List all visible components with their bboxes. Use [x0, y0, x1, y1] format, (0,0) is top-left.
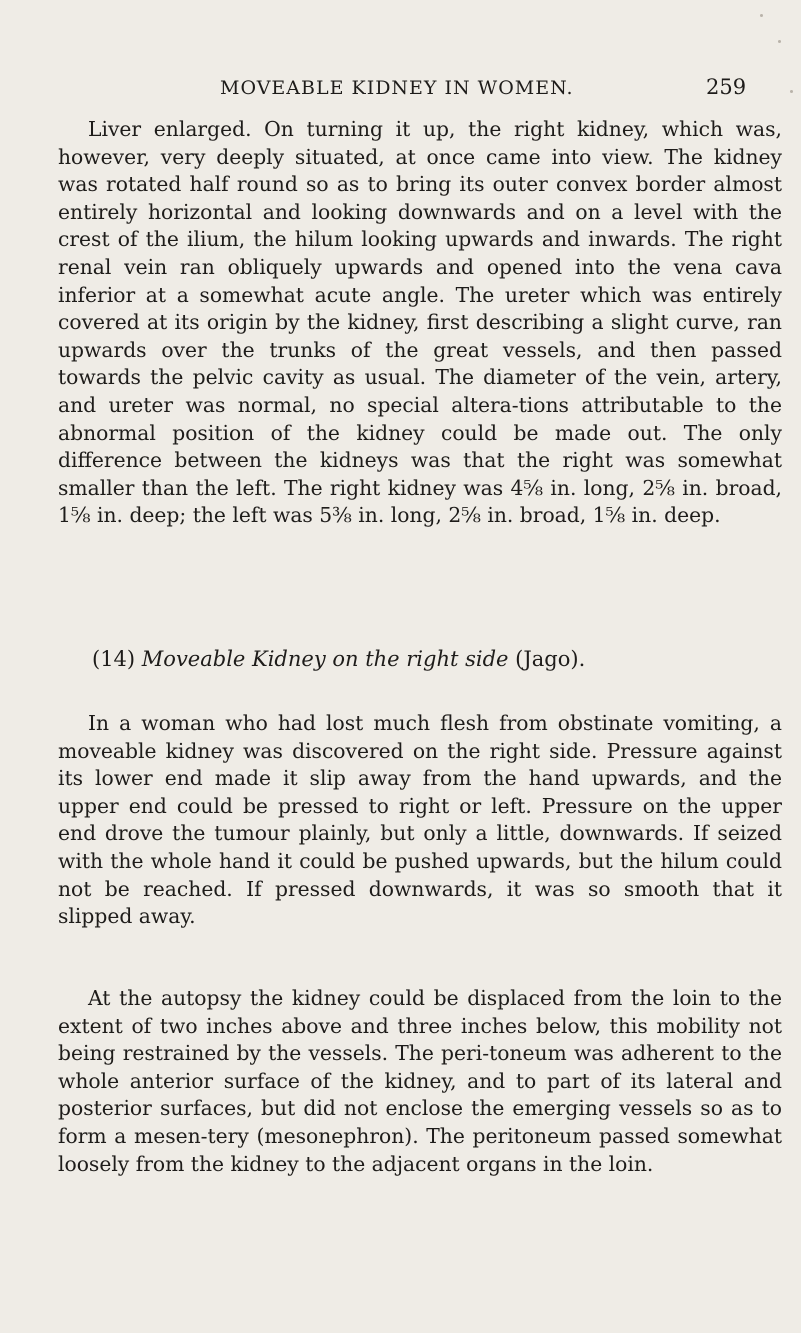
case-heading	[58, 647, 782, 671]
case-number: (14)	[92, 647, 136, 671]
page-number: 259	[706, 75, 747, 99]
paper-speck	[760, 14, 763, 17]
case-author: (Jago).	[515, 647, 586, 671]
paper-speck	[778, 40, 781, 43]
paragraph-liver-enlarged: Liver enlarged. On turning it up, the right kidney, which was, however, very deeply situated, at once came into view. The kidney was rotated half round so as to bring its outer convex border almost entirely horizontal and looking downwards and on a level with the crest of the ilium, the hilum looking upwards and inwards. The right renal vein ran obliquely upwards and opened into the vena cava inferior at a somewhat acute angle. The ureter which was entirely covered at its origin by the kidney, first describing a slight curve, ran upwards over the trunks of the great vessels, and then passed towards the pelvic cavity as usual. The diameter of the vein, artery, and ureter was normal, no special altera-tions attributable to the abnormal position of the kidney could be made out. The only difference between the kidneys was that the right was somewhat smaller than the left. The right kidney was 4⅝ in. long, 2⅝ in. broad, 1⅝ in. deep; the left was 5⅜ in. long, 2⅝ in. broad, 1⅝ in. deep.	[58, 117, 782, 528]
paragraph-case-description: In a woman who had lost much flesh from obstinate vomiting, a moveable kidney was discovered on the right side. Pressure against its lower end made it slip away from the hand upwards, and the upper end could be pressed to right or left. Pressure on the upper end drove the tumour plainly, but only a little, downwards. If seized with the whole hand it could be pushed upwards, but the hilum could not be reached. If pressed downwards, it was so smooth that it slipped away.	[58, 711, 782, 929]
case-title: Moveable Kidney on the right side	[141, 647, 509, 671]
paragraph-autopsy: At the autopsy the kidney could be displaced from the loin to the extent of two inches above and three inches below, this mobility not being restrained by the vessels. The peri-toneum was adherent to the whole anterior surface of the kidney, and to part of its lateral and posterior surfaces, but did not enclose the emerging vessels so as to form a mesen-tery (mesonephron). The peritoneum passed somewhat loosely from the kidney to the adjacent organs in the loin.	[58, 986, 782, 1176]
paper-speck	[790, 90, 793, 93]
running-head: MOVEABLE KIDNEY IN WOMEN.	[220, 77, 574, 99]
